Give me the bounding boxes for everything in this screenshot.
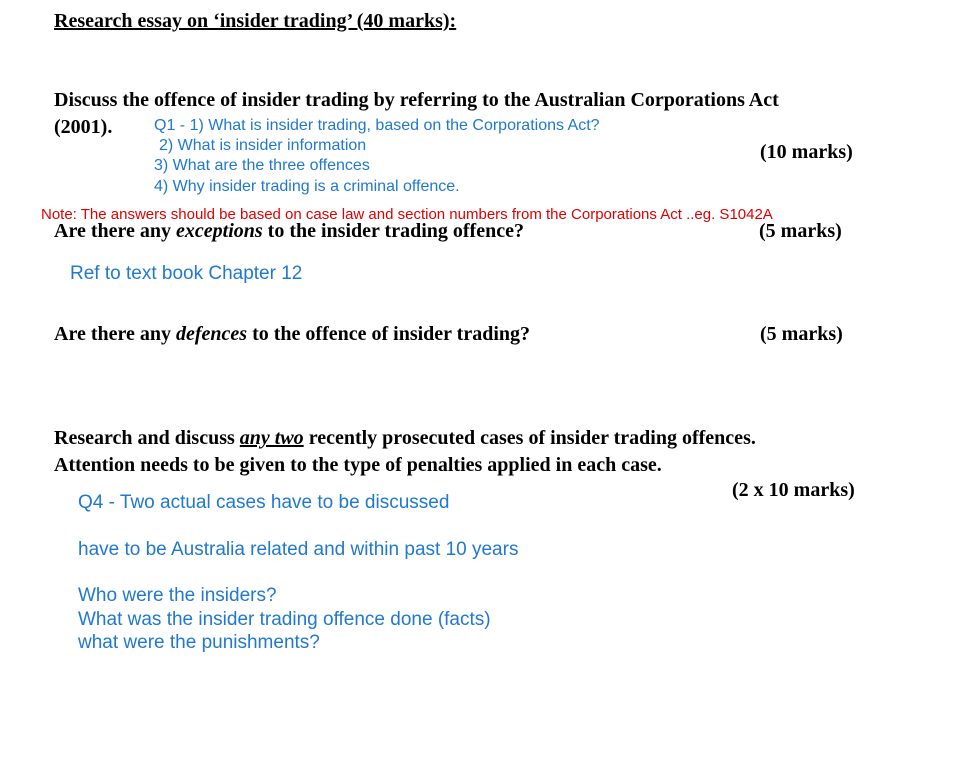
- q3-prompt: Are there any defences to the offence of insider trading?: [54, 323, 531, 345]
- q4-prompt-line1: Research and discuss any two recently prosecuted cases of insider trading offences.: [54, 427, 756, 449]
- q2-marks: (5 marks): [759, 220, 842, 242]
- q2-prompt: Are there any exceptions to the insider trading offence?: [54, 220, 524, 242]
- q1-note-3: 3) What are the three offences: [154, 157, 370, 174]
- q2-reference-note: Ref to text book Chapter 12: [70, 263, 303, 284]
- essay-title: Research essay on ‘insider trading’ (40 marks):: [54, 10, 457, 32]
- q4-note-4: What was the insider trading offence done (facts): [78, 609, 491, 630]
- q1-note-4: 4) Why insider trading is a criminal offence.: [154, 178, 460, 195]
- q3-marks: (5 marks): [760, 323, 843, 345]
- q4-note-3: Who were the insiders?: [78, 585, 277, 606]
- q4-note-5: what were the punishments?: [78, 632, 320, 653]
- q1-prompt-line1: Discuss the offence of insider trading by referring to the Australian Corporations Act: [54, 89, 779, 111]
- q4-prompt-line2: Attention needs to be given to the type of penalties applied in each case.: [54, 454, 662, 476]
- instruction-note: Note: The answers should be based on case law and section numbers from the Corporations Act ..eg. S1042A: [41, 206, 773, 223]
- q4-marks: (2 x 10 marks): [732, 479, 855, 501]
- q1-note-1: Q1 - 1) What is insider trading, based on the Corporations Act?: [154, 117, 600, 134]
- q4-note-2: have to be Australia related and within past 10 years: [78, 539, 519, 560]
- q1-marks: (10 marks): [760, 141, 853, 163]
- q4-note-1: Q4 - Two actual cases have to be discussed: [78, 492, 450, 513]
- q1-prompt-line2: (2001).: [54, 116, 113, 138]
- q1-note-2: 2) What is insider information: [159, 137, 367, 154]
